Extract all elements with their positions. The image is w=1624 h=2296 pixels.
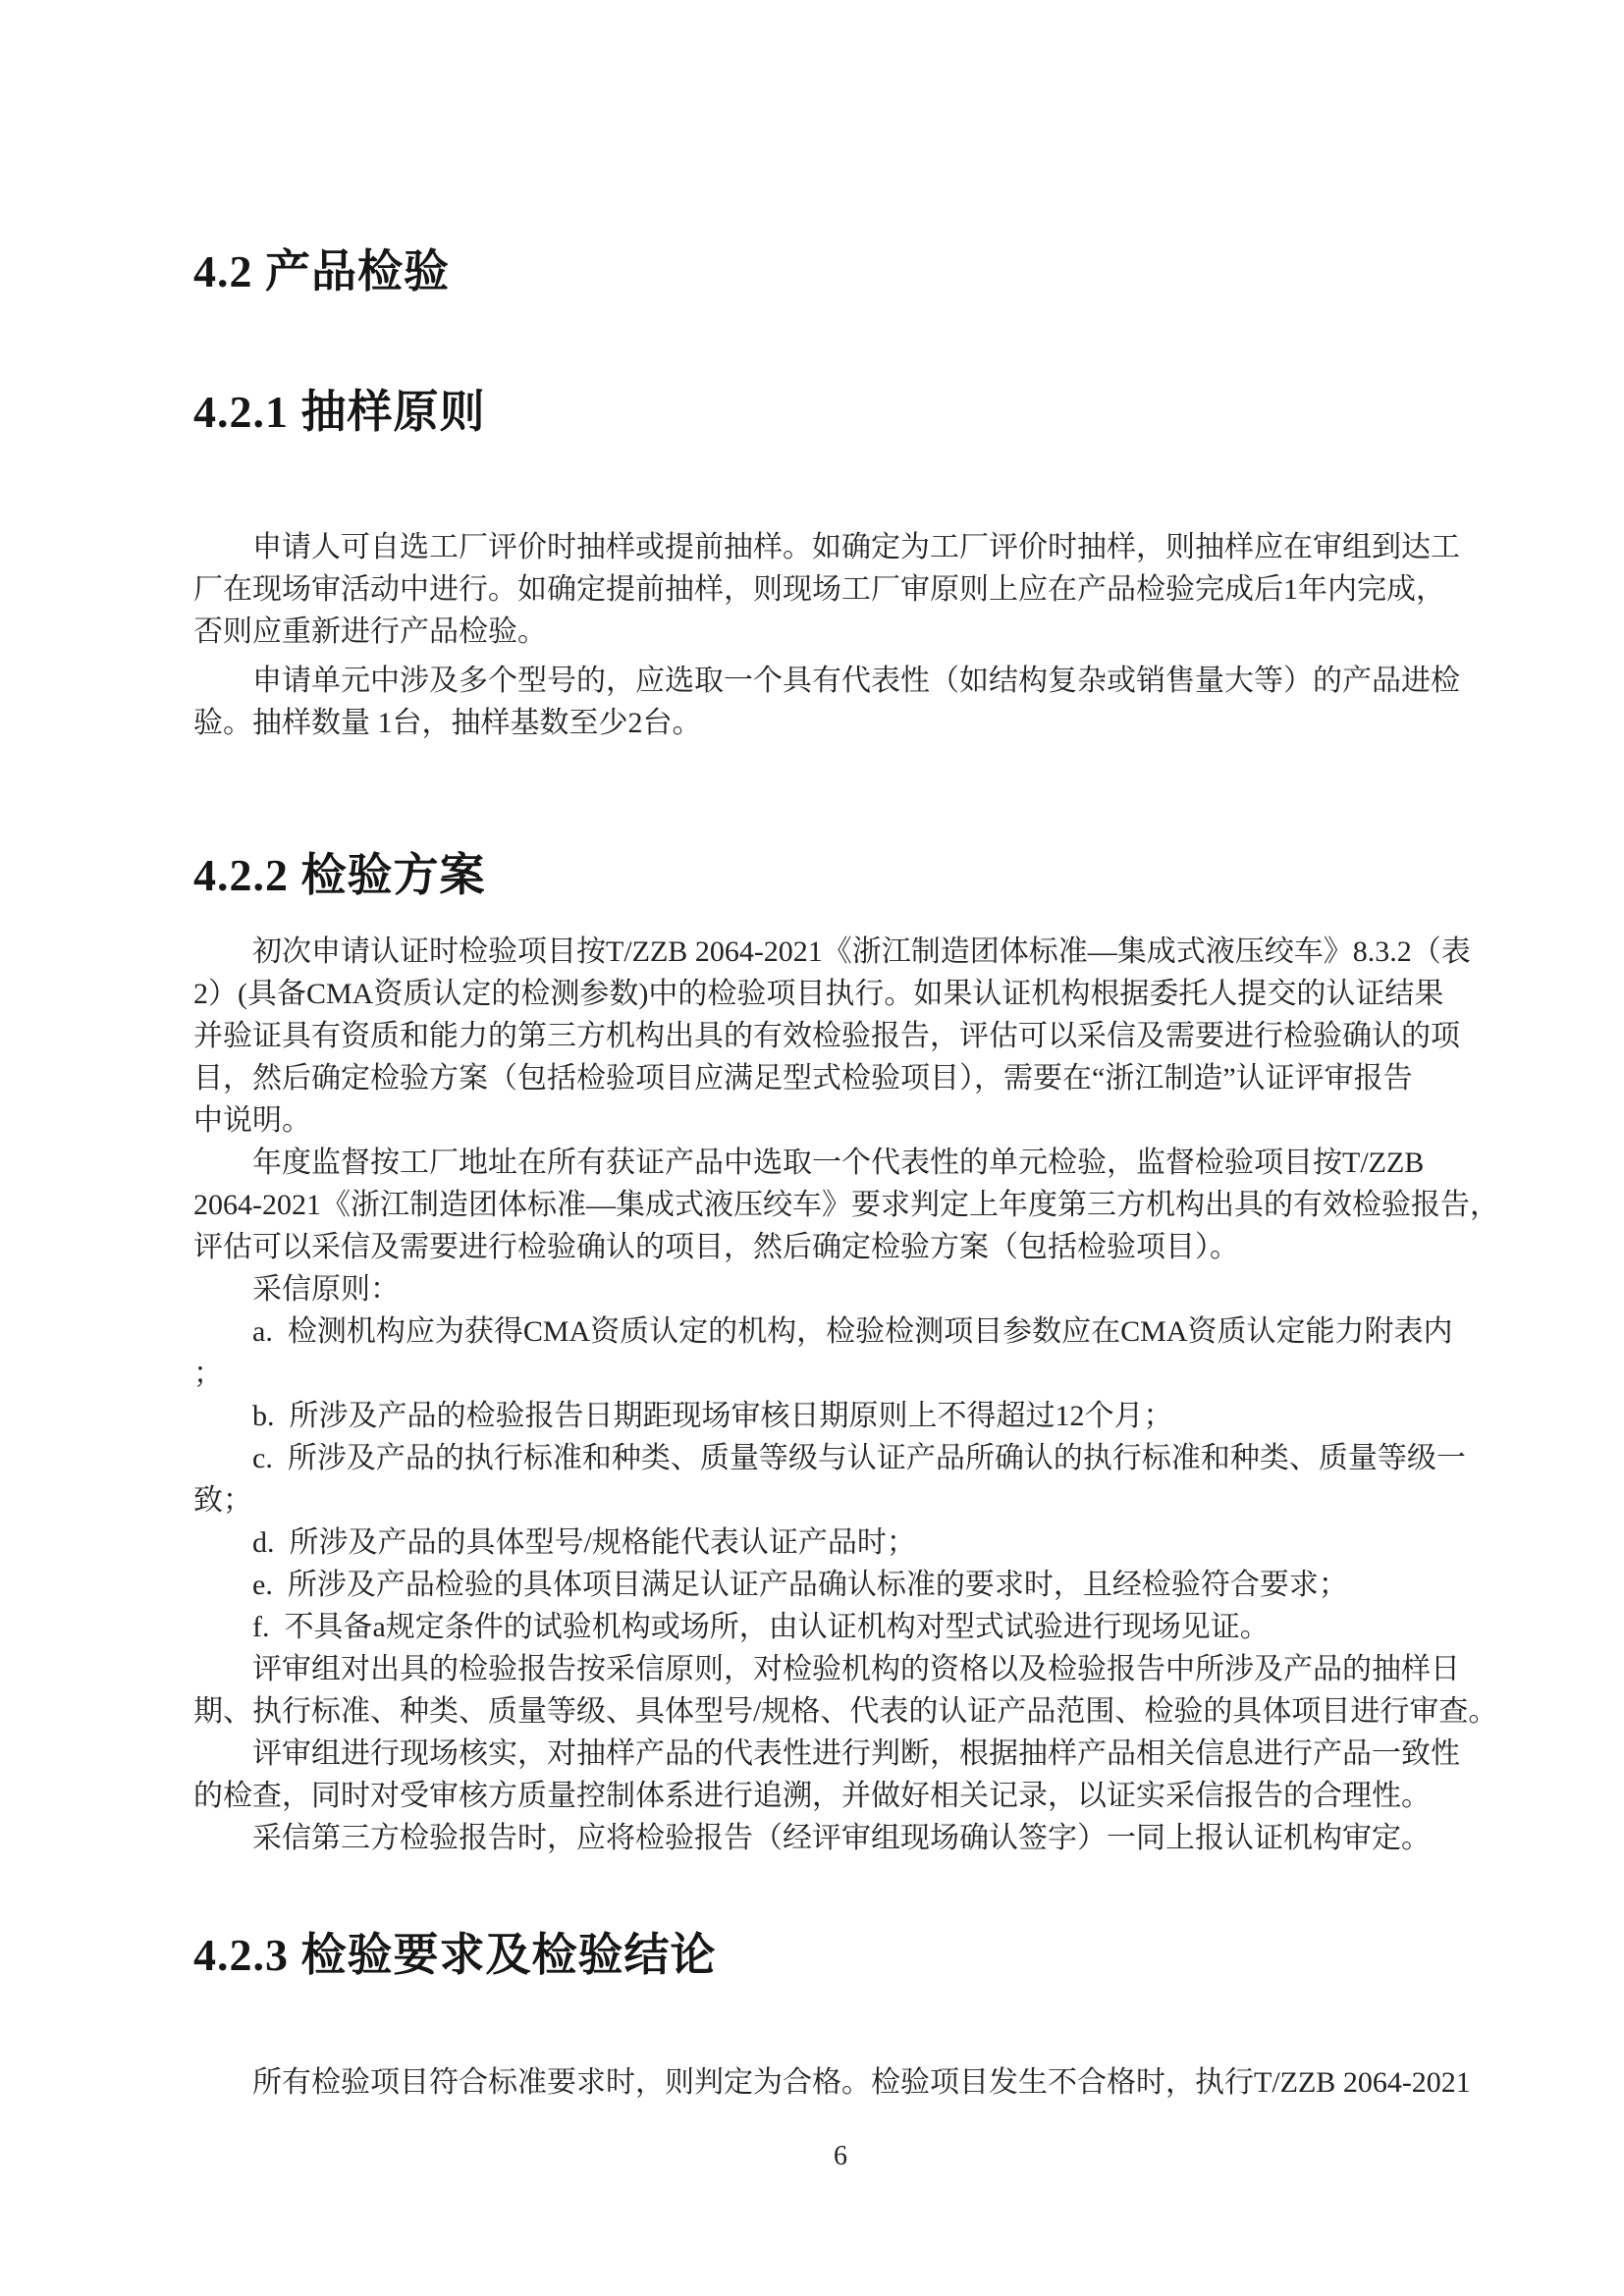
text-line: 期、执行标准、种类、质量等级、具体型号/规格、代表的认证产品范围、检验的具体项目进行审查。 xyxy=(193,1695,1498,1728)
paragraph-annual-supervision xyxy=(193,1142,1499,1268)
text-line: d. 所涉及产品的具体型号/规格能代表认证产品时； xyxy=(193,1526,916,1559)
text-line: c. 所涉及产品的执行标准和种类、质量等级与认证产品所确认的执行标准和种类、质量等级一 xyxy=(193,1442,1466,1474)
paragraph-sampling-selection xyxy=(193,526,1488,653)
paragraph-report-submission xyxy=(193,1817,1488,1859)
text-line: 所有检验项目符合标准要求时，则判定为合格。检验项目发生不合格时，执行T/ZZB 2064-2021 xyxy=(193,2066,1471,2099)
text-line: 采信原则： xyxy=(193,1273,400,1306)
paragraph-onsite-verification xyxy=(193,1733,1488,1817)
text-line: 评审组进行现场核实，对抽样产品的代表性进行判断，根据抽样产品相关信息进行产品一致性 xyxy=(193,1737,1460,1770)
paragraph-inspection-conclusion xyxy=(193,2061,1488,2104)
text-line: 否则应重新进行产品检验。 xyxy=(193,615,547,648)
text-line: ； xyxy=(193,1358,223,1390)
section-heading-4-2: 4.2 产品检验 xyxy=(193,246,450,296)
text-line: 的检查，同时对受审核方质量控制体系进行追溯，并做好相关记录，以证实采信报告的合理性。 xyxy=(193,1780,1431,1812)
text-line: e. 所涉及产品检验的具体项目满足认证产品确认标准的要求时，且经检验符合要求； xyxy=(193,1569,1348,1601)
text-line: 验。抽样数量 1台，抽样基数至少2台。 xyxy=(193,707,702,739)
list-item-e xyxy=(193,1564,1488,1606)
list-item-f xyxy=(193,1606,1488,1648)
list-item-d xyxy=(193,1522,1488,1564)
text-line: 初次申请认证时检验项目按T/ZZB 2064-2021《浙江制造团体标准—集成式液压绞车》8.3.2（表 xyxy=(193,935,1471,968)
text-line: 并验证具有资质和能力的第三方机构出具的有效检验报告，评估可以采信及需要进行检验确认的项 xyxy=(193,1020,1460,1052)
list-item-c xyxy=(193,1437,1488,1522)
page-number: 6 xyxy=(834,2141,847,2171)
text-line: b. 所涉及产品的检验报告日期距现场审核日期原则上不得超过12个月； xyxy=(193,1400,1173,1432)
paragraph-initial-certification xyxy=(193,931,1488,1142)
text-line: 中说明。 xyxy=(193,1104,311,1137)
paragraph-report-review xyxy=(193,1648,1498,1733)
section-heading-4-2-2: 4.2.2 检验方案 xyxy=(193,850,486,900)
text-line: 致； xyxy=(193,1484,252,1517)
text-line: 申请人可自选工厂评价时抽样或提前抽样。如确定为工厂评价时抽样，则抽样应在审组到达工 xyxy=(193,531,1460,563)
text-line: 目，然后确定检验方案（包括检验项目应满足型式检验项目），需要在“浙江制造”认证评审报告 xyxy=(193,1062,1413,1095)
text-line: 厂在现场审活动中进行。如确定提前抽样，则现场工厂审原则上应在产品检验完成后1年内完成， xyxy=(193,573,1445,606)
text-line: 申请单元中涉及多个型号的，应选取一个具有代表性（如结构复杂或销售量大等）的产品进检 xyxy=(193,665,1460,697)
list-item-b xyxy=(193,1395,1488,1437)
text-line: 评估可以采信及需要进行检验确认的项目，然后确定检验方案（包括检验项目）。 xyxy=(193,1231,1239,1263)
text-line: f. 不具备a规定条件的试验机构或场所，由认证机构对型式试验进行现场见证。 xyxy=(193,1611,1270,1643)
text-line: 采信第三方检验报告时，应将检验报告（经评审组现场确认签字）一同上报认证机构审定。 xyxy=(193,1822,1431,1854)
list-item-a xyxy=(193,1310,1488,1395)
paragraph-sampling-quantity xyxy=(193,660,1488,744)
text-line: 评审组对出具的检验报告按采信原则，对检验机构的资格以及检验报告中所涉及产品的抽样日 xyxy=(193,1653,1460,1685)
trust-principles-caption xyxy=(193,1268,1488,1310)
page-footer xyxy=(193,2135,1488,2177)
text-line: a. 检测机构应为获得CMA资质认定的机构，检验检测项目参数应在CMA资质认定能力附表内 xyxy=(193,1315,1453,1348)
text-line: 2064-2021《浙江制造团体标准—集成式液压绞车》要求判定上年度第三方机构出具的有效检验报告， xyxy=(193,1189,1499,1221)
section-heading-4-2-1: 4.2.1 抽样原则 xyxy=(193,387,486,437)
text-line: 2）(具备CMA资质认定的检测参数)中的检验项目执行。如果认证机构根据委托人提交的认证结果 xyxy=(193,978,1444,1010)
section-heading-4-2-3: 4.2.3 检验要求及检验结论 xyxy=(193,1930,717,1980)
text-line: 年度监督按工厂地址在所有获证产品中选取一个代表性的单元检验，监督检验项目按T/ZZB xyxy=(193,1147,1425,1179)
